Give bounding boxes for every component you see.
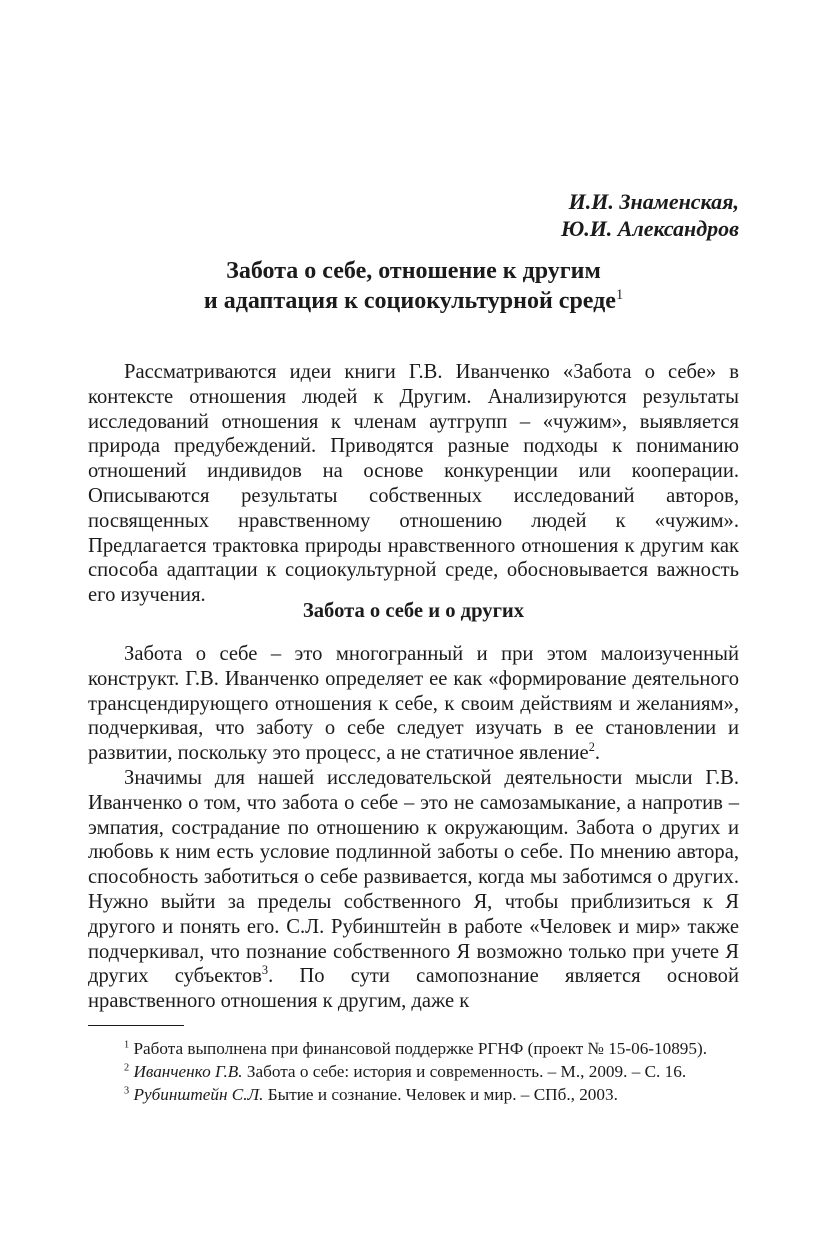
- title-line-2: [88, 286, 739, 316]
- footnote-1-text: Работа выполнена при финансовой поддержке РГНФ (проект № 15-06-10895).: [133, 1039, 708, 1058]
- footnotes: [88, 1037, 739, 1106]
- title-line-1: Забота о себе, отношение к другим: [226, 258, 601, 284]
- footnote-divider: [88, 1025, 184, 1026]
- footnote-2-author: Иванченко Г.В.: [133, 1062, 243, 1081]
- body-paragraph-1: [88, 642, 739, 766]
- body-paragraph-1-text: Забота о себе – это многогранный и при этом малоизученный конструкт. Г.В. Иванченко определяет ее как «формирование деятельного трансцендирующего отношения к себе, к своим действиям и желаниям», подчеркивая, что заботу о себе следует изучать в ее становлении и развитии, поскольку это процесс, а не статичное явление: [88, 643, 739, 765]
- footnote-3-text: Бытие и сознание. Человек и мир. – СПб., 2003.: [267, 1085, 618, 1104]
- footnote-2: [88, 1060, 739, 1083]
- footnote-2-text: Забота о себе: история и современность. – М., 2009. – С. 16.: [246, 1062, 687, 1081]
- footnote-2-mark: 2: [124, 1062, 130, 1074]
- author-2: Ю.И. Александров: [560, 216, 739, 241]
- abstract-text: Рассматриваются идеи книги Г.В. Иванченко «Забота о себе» в контексте отношения людей к Другим. Анализируются результаты исследований отношения к членам аутгрупп – «чужим», выявляется природа предубеждений. Приводятся разные подходы к пониманию отношений индивидов на основе конкуренции или кооперации. Описываются результаты собственных исследований авторов, посвященных нравственному отношению людей к «чужим». Предлагается трактовка природы нравственного отношения к другим как способа адаптации к социокультурной среде, обосновывается важность его изучения.: [88, 361, 739, 607]
- authors-block: [561, 188, 739, 242]
- author-1: И.И. Знаменская,: [568, 189, 739, 214]
- footnote-3-author: Рубинштейн С.Л.: [133, 1085, 264, 1104]
- body-paragraph-2-text: Значимы для нашей исследовательской деятельности мысли Г.В. Иванченко о том, что забота о себе – это не самозамыкание, а напротив – эмпатия, сострадание по отношению к окружающим. Забота о других и любовь к ним есть условие подлинной заботы о себе. По мнению автора, способность заботиться о себе развивается, когда мы заботимся о других. Нужно выйти за пределы собственного Я, чтобы приблизиться к Я другого и понять его. С.Л. Рубинштейн в работе «Человек и мир» также подчеркивал, что познание собственного Я возможно только при учете Я других субъектов: [88, 766, 739, 988]
- body-paragraph-1-end: .: [594, 742, 601, 765]
- body-paragraph-2: [88, 766, 739, 1014]
- footnote-mark-3: 3: [261, 963, 269, 978]
- footnote-3: [88, 1083, 739, 1106]
- article-title: [88, 256, 739, 316]
- section-heading: Забота о себе и о других: [302, 600, 525, 622]
- footnote-1: [88, 1037, 739, 1060]
- body-paragraph-2-end: . По сути самопознание является основой нравственного отношения к другим, даже к: [88, 965, 739, 1013]
- footnote-1-mark: 1: [124, 1039, 130, 1051]
- footnote-3-mark: 3: [124, 1085, 130, 1097]
- body-text: [88, 642, 739, 1014]
- abstract: [88, 360, 739, 608]
- title-line-2-text: и адаптация к социокультурной среде: [203, 288, 616, 314]
- title-footnote-mark: 1: [615, 287, 624, 303]
- footnote-mark-2: 2: [588, 740, 595, 755]
